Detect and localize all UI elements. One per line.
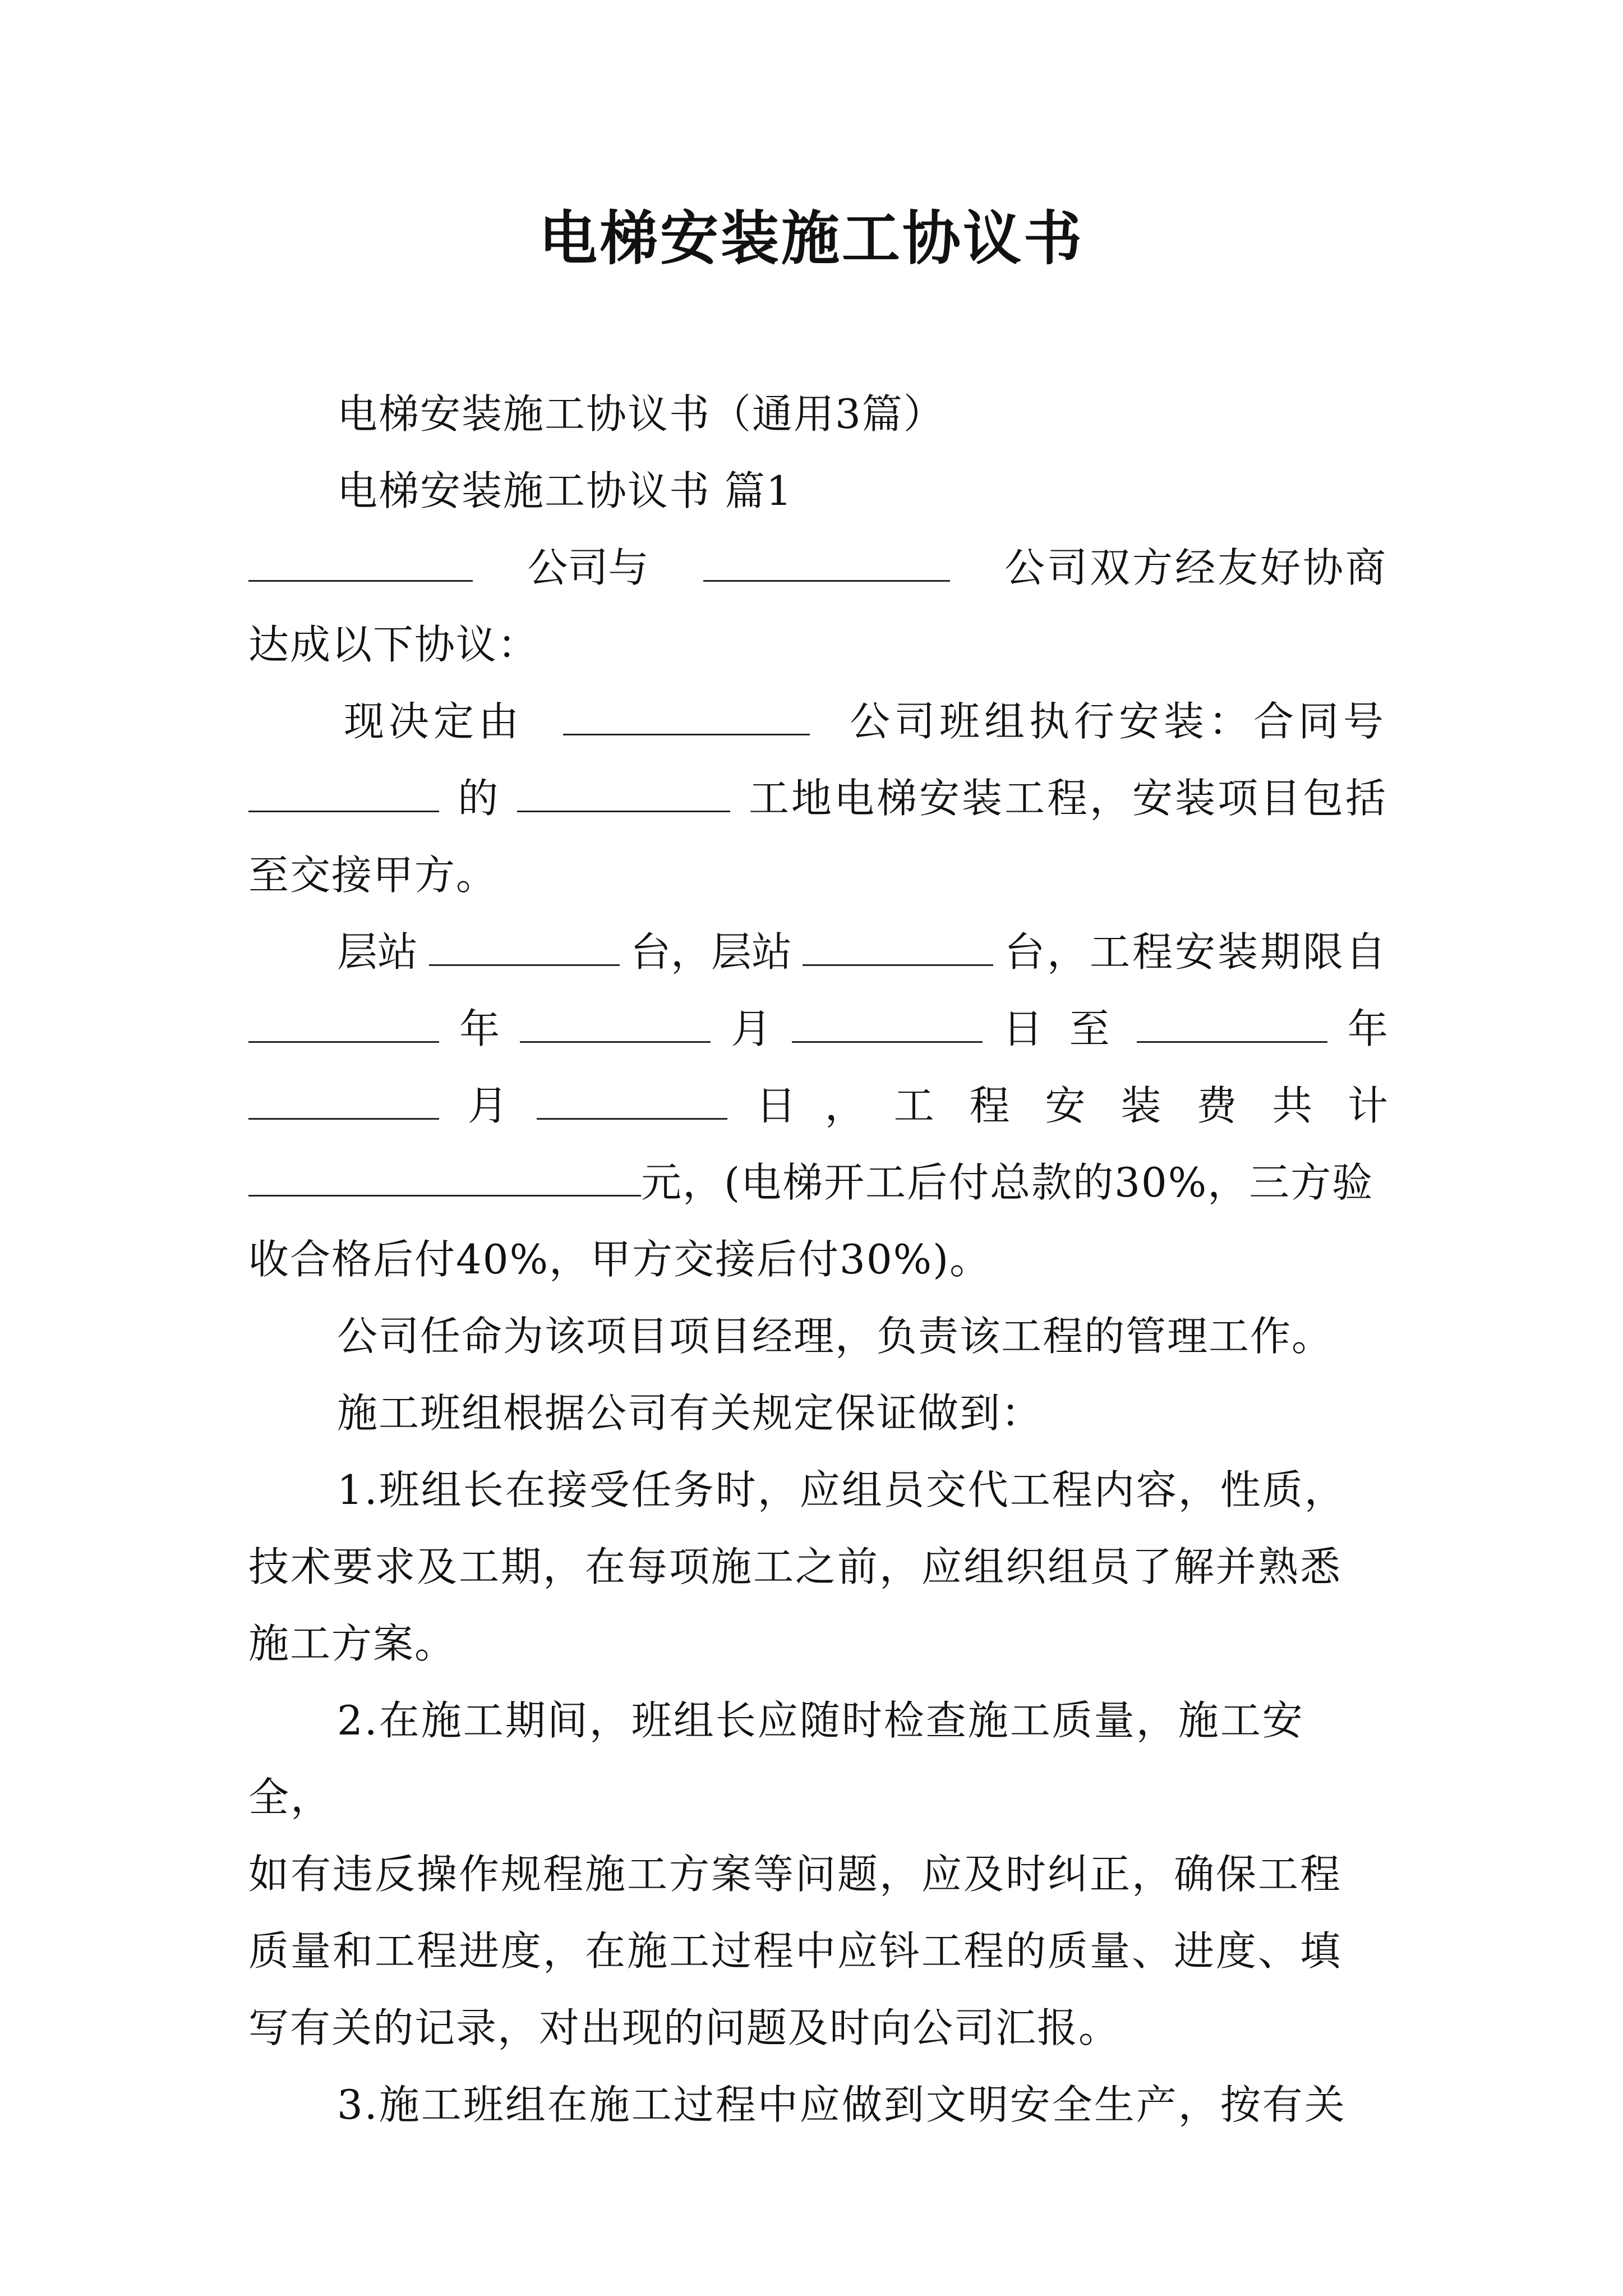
paragraph-guarantee: 施工班组根据公司有关规定保证做到：	[337, 1389, 1043, 1437]
text-day-2: 日	[755, 1082, 796, 1129]
text-site-project: 工地电梯安装工程，安装项目包括	[748, 775, 1388, 822]
item-1-line-1: 1.班组长在接受任务时，应组员交代工程内容，性质，	[337, 1466, 1347, 1513]
paragraph-payment-end: 收合格后付40%，甲方交接后付30%)。	[248, 1236, 992, 1283]
text-payment-terms: 元，(电梯开工后付总款的30%，三方验	[641, 1159, 1374, 1206]
blank-site-name	[517, 776, 730, 812]
item-2-line-2: 如有违反操作规程施工方案等问题，应及时纠正，确保工程	[248, 1851, 1343, 1898]
paragraph-parties-line	[248, 530, 1388, 606]
blank-units-1	[429, 930, 620, 966]
item-2-line-1: 2.在施工期间，班组长应随时检查施工质量，施工安全，	[248, 1697, 1304, 1821]
text-company-with: 公司与	[527, 544, 649, 591]
blank-units-2	[803, 930, 993, 966]
document-body	[248, 376, 1388, 2143]
blank-end-day	[537, 1083, 727, 1120]
paragraph-dates-line	[248, 991, 1388, 1068]
text-total-cost: 工 程 安 装 费 共 计	[893, 1082, 1388, 1129]
paragraph-install-line-2	[248, 760, 1388, 837]
text-month-1: 月	[731, 1005, 772, 1052]
text-negotiation: 公司双方经友好协商	[1004, 544, 1388, 591]
blank-start-year	[248, 1006, 439, 1043]
paragraph-handover: 至交接甲方。	[248, 852, 498, 899]
blank-end-year	[1137, 1006, 1327, 1043]
text-year-1: 年	[459, 1005, 500, 1052]
paragraph-units-line	[248, 914, 1388, 991]
text-team-install: 公司班组执行安装：合同号	[849, 698, 1388, 745]
item-1-line-3: 施工方案。	[248, 1620, 457, 1667]
text-period-from: 台，工程安装期限自	[1004, 928, 1388, 976]
document-subtitle: 电梯安装施工协议书（通用3篇）	[337, 390, 945, 438]
text-decided-by: 现决定由	[344, 698, 524, 745]
text-day-to: 日 至	[1002, 1005, 1117, 1052]
blank-amount	[248, 1160, 641, 1197]
paragraph-cost-line	[248, 1068, 1388, 1144]
blank-start-day	[792, 1006, 983, 1043]
paragraph-manager: 公司任命为该项目项目经理，负责该工程的管理工作。	[337, 1313, 1334, 1360]
item-3-line-1: 3.施工班组在施工过程中应做到文明安全生产，按有关	[337, 2081, 1347, 2128]
paragraph-payment-line	[248, 1144, 1388, 1221]
blank-company-a	[248, 545, 473, 582]
blank-installer-company	[563, 699, 810, 735]
blank-end-month	[248, 1083, 439, 1120]
item-2-line-4: 写有关的记录，对出现的问题及时向公司汇报。	[248, 2004, 1121, 2051]
text-year-2: 年	[1347, 1005, 1388, 1052]
blank-contract-number	[248, 776, 439, 812]
blank-start-month	[520, 1006, 711, 1043]
text-comma: ，	[824, 1082, 865, 1129]
item-2-line-3: 质量和工程进度，在施工过程中应钭工程的质量、进度、填	[248, 1927, 1343, 1975]
paragraph-agreement: 达成以下协议：	[248, 621, 540, 668]
text-month-2: 月	[467, 1082, 508, 1129]
item-1-line-2: 技术要求及工期，在每项施工之前，应组织组员了解并熟悉	[248, 1543, 1343, 1590]
text-of: 的	[458, 775, 499, 822]
section-heading: 电梯安装施工协议书 篇1	[337, 467, 793, 514]
blank-company-b	[703, 545, 950, 582]
paragraph-install-line-1	[248, 683, 1388, 760]
document-title: 电梯安装施工协议书	[538, 204, 1084, 273]
text-floor-station-1: 层站	[337, 928, 418, 976]
text-floor-station-2: 台，层站	[630, 928, 792, 976]
